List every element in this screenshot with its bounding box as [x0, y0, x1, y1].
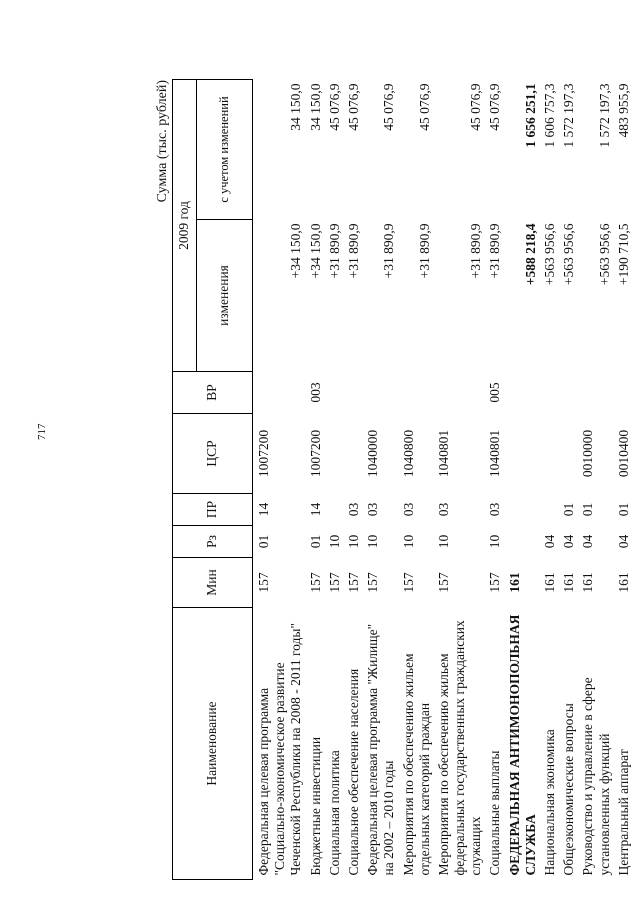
cell-change: +31 890,9: [487, 223, 503, 279]
table-row: [539, 80, 558, 880]
rotated-page-content: [150, 80, 630, 880]
cell-change: +31 890,9: [468, 223, 484, 279]
budget-table: [172, 79, 632, 880]
cell-csr: 1040000: [365, 429, 381, 478]
cell-csr: 1040801: [435, 429, 451, 478]
cell-vr: 005: [487, 382, 503, 403]
header-with-changes: с учетом изменений: [197, 80, 253, 220]
cell-change: +31 890,9: [326, 223, 342, 279]
cell-pr: 03: [487, 502, 503, 517]
cell-csr: 1040800: [400, 429, 416, 478]
cell-total: 34 150,0: [288, 83, 304, 131]
cell-vr: [398, 372, 433, 414]
header-year: 2009 год: [173, 80, 197, 372]
cell-total: 34 150,0: [307, 83, 323, 131]
cell-csr: 0010400: [615, 429, 631, 478]
cell-rz: 01: [256, 534, 271, 549]
table-row: [504, 80, 539, 880]
cell-min: 157: [307, 572, 323, 593]
header-name: Наименование: [173, 608, 253, 880]
cell-name: Социальные выплаты: [487, 750, 503, 876]
cell-name: Национальная экономика: [542, 729, 557, 876]
cell-min: 157: [365, 572, 381, 593]
cell-min: 161: [561, 572, 577, 593]
cell-total: 45 076,9: [381, 83, 397, 131]
cell-vr: [253, 372, 305, 414]
cell-csr: 1040801: [487, 429, 503, 478]
cell-change: +31 890,9: [416, 223, 432, 279]
cell-total: 45 076,9: [345, 83, 361, 131]
cell-name: Федеральная целевая программа "Жилище" на 2002 – 2010 годы: [365, 623, 397, 876]
cell-vr: [362, 372, 397, 414]
cell-change: +563 956,6: [561, 223, 577, 286]
cell-vr: [343, 372, 362, 414]
cell-csr: [558, 414, 577, 494]
cell-vr: [577, 372, 612, 414]
cell-min: 161: [506, 572, 522, 593]
cell-change: +31 890,9: [381, 223, 397, 279]
cell-rz: 10: [365, 534, 381, 549]
cell-rz: 04: [580, 534, 596, 549]
cell-min: 161: [580, 572, 596, 593]
cell-rz: 10: [400, 534, 416, 549]
cell-total: 1 656 251,1: [522, 83, 538, 148]
cell-rz: 04: [542, 534, 557, 549]
table-row: [484, 80, 503, 880]
table-row: [558, 80, 577, 880]
cell-name: Бюджетные инвестиции: [307, 736, 323, 876]
cell-change: +31 890,9: [345, 223, 361, 279]
cell-min: 157: [256, 572, 271, 593]
cell-rz: 01: [307, 534, 323, 549]
header-vr: ВР: [173, 372, 253, 414]
cell-total: 45 076,9: [487, 83, 503, 131]
cell-vr: [324, 372, 343, 414]
cell-name: Социальная политика: [326, 750, 342, 876]
header-min: Мин: [173, 558, 253, 608]
cell-total: 45 076,9: [326, 83, 342, 131]
cell-pr: 14: [307, 502, 323, 517]
header-pr: ПР: [173, 494, 253, 526]
page-number: 717: [36, 423, 48, 440]
cell-name: Федеральная целевая программа "Социально-экономическое развитие Чеченской Республики на 2008 - 2011 годы": [256, 623, 304, 876]
cell-csr: [504, 414, 539, 494]
header-csr: ЦСР: [173, 414, 253, 494]
cell-pr: 01: [615, 502, 631, 517]
cell-csr: [343, 414, 362, 494]
cell-csr: [539, 414, 558, 494]
cell-csr: 1007200: [307, 429, 323, 478]
cell-rz: 04: [615, 534, 631, 549]
cell-total: 1 572 197,3: [596, 83, 612, 148]
cell-pr: 03: [345, 502, 361, 517]
table-row: [577, 80, 612, 880]
cell-pr: 03: [365, 502, 381, 517]
cell-vr: [558, 372, 577, 414]
cell-change: +588 218,4: [522, 223, 538, 286]
units-caption: Сумма (тыс. рублей): [155, 80, 170, 203]
cell-vr: [433, 372, 485, 414]
table-row: [433, 80, 485, 880]
cell-min: 161: [615, 572, 631, 593]
table-row: [613, 80, 632, 880]
cell-csr: 1007200: [256, 429, 271, 478]
cell-pr: 03: [400, 502, 416, 517]
cell-change: +563 956,6: [542, 223, 557, 286]
cell-min: 157: [326, 572, 342, 593]
table-row: [305, 80, 324, 880]
cell-change: +34 150,0: [307, 223, 323, 279]
cell-name: Социальное обеспечение населения: [345, 668, 361, 876]
cell-total: 1 606 757,3: [542, 83, 557, 148]
cell-vr: [539, 372, 558, 414]
cell-min: 157: [345, 572, 361, 593]
header-rz: Рз: [173, 526, 253, 558]
cell-pr: [539, 494, 558, 526]
table-row: [324, 80, 343, 880]
table-row: [362, 80, 397, 880]
header-changes: изменения: [197, 220, 253, 372]
cell-rz: 10: [345, 534, 361, 549]
cell-vr: 003: [307, 382, 323, 403]
cell-name: Руководство и управление в сфере установленных функций: [580, 677, 612, 876]
table-row: [343, 80, 362, 880]
cell-change: +34 150,0: [288, 223, 304, 279]
cell-min: 157: [400, 572, 416, 593]
table-body: [253, 80, 632, 880]
cell-csr: [324, 414, 343, 494]
cell-name: Мероприятия по обеспечению жильем федеральных государственных гражданских служащих: [435, 620, 484, 876]
cell-name: Мероприятия по обеспечению жильем отдельных категорий граждан: [400, 653, 432, 876]
cell-total: 1 572 197,3: [561, 83, 577, 148]
cell-rz: [504, 526, 539, 558]
cell-pr: 01: [580, 502, 596, 517]
cell-min: 157: [435, 572, 451, 593]
cell-rz: 10: [326, 534, 342, 549]
cell-pr: [324, 494, 343, 526]
table-row: [398, 80, 433, 880]
cell-rz: 10: [487, 534, 503, 549]
cell-total: 45 076,9: [416, 83, 432, 131]
cell-vr: [613, 372, 632, 414]
table-row: [253, 80, 305, 880]
cell-name: Общеэкономические вопросы: [561, 703, 577, 876]
cell-change: +190 710,5: [615, 223, 631, 286]
cell-pr: 01: [561, 502, 577, 517]
cell-pr: [504, 494, 539, 526]
cell-total: 483 955,9: [615, 83, 631, 138]
cell-pr: 14: [256, 502, 271, 517]
cell-min: 161: [542, 572, 557, 593]
cell-total: 45 076,9: [468, 83, 484, 131]
cell-name: Центральный аппарат: [615, 749, 631, 876]
cell-rz: 04: [561, 534, 577, 549]
cell-csr: 0010000: [580, 429, 596, 478]
cell-pr: 03: [435, 502, 451, 517]
cell-rz: 10: [435, 534, 451, 549]
cell-vr: [504, 372, 539, 414]
cell-change: +563 956,6: [596, 223, 612, 286]
cell-name: ФЕДЕРАЛЬНАЯ АНТИМОНОПОЛЬНАЯ СЛУЖБА: [506, 614, 538, 876]
cell-min: 157: [487, 572, 503, 593]
